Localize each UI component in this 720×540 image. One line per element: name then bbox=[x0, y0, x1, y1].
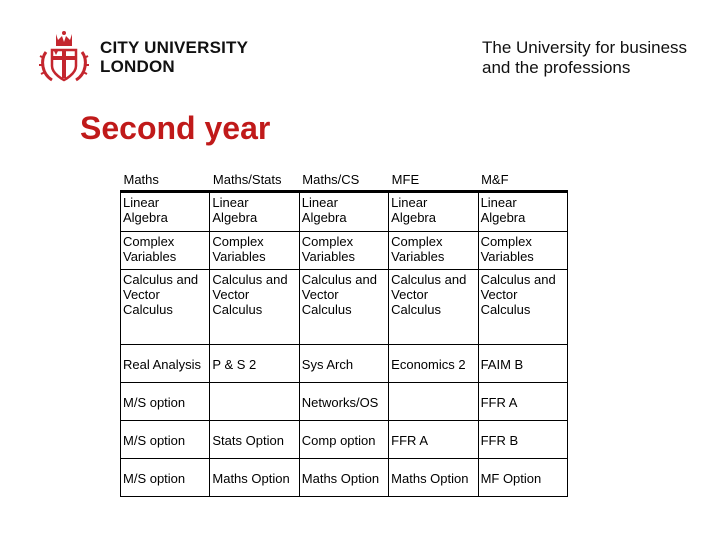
table-row bbox=[121, 421, 568, 459]
table-header-row bbox=[121, 170, 568, 192]
table-cell: Economics 2 bbox=[389, 345, 478, 383]
logo-line-2: LONDON bbox=[100, 57, 175, 76]
table-cell: Complex Variables bbox=[478, 232, 567, 270]
table-cell: Calculus and Vector Calculus bbox=[478, 270, 567, 345]
table-cell: Networks/OS bbox=[299, 383, 388, 421]
table-cell: Linear Algebra bbox=[210, 192, 299, 232]
table-row bbox=[121, 383, 568, 421]
table-cell: Complex Variables bbox=[121, 232, 210, 270]
table-cell: Comp option bbox=[299, 421, 388, 459]
column-header: MFE bbox=[389, 170, 478, 192]
logo-line-1: CITY UNIVERSITY bbox=[100, 38, 249, 57]
table-row bbox=[121, 345, 568, 383]
header bbox=[0, 0, 720, 95]
table-cell: Calculus and Vector Calculus bbox=[299, 270, 388, 345]
table-row bbox=[121, 192, 568, 232]
table-cell: Linear Algebra bbox=[121, 192, 210, 232]
table-row bbox=[121, 270, 568, 345]
table-cell: Linear Algebra bbox=[478, 192, 567, 232]
table-cell: Maths Option bbox=[389, 459, 478, 497]
table-cell: FFR B bbox=[478, 421, 567, 459]
table-cell: Calculus and Vector Calculus bbox=[389, 270, 478, 345]
city-university-crest-icon bbox=[38, 30, 90, 82]
table-cell: FAIM B bbox=[478, 345, 567, 383]
table-cell: Real Analysis bbox=[121, 345, 210, 383]
column-header: Maths/Stats bbox=[210, 170, 299, 192]
table-cell: Calculus and Vector Calculus bbox=[210, 270, 299, 345]
table-cell: Calculus and Vector Calculus bbox=[121, 270, 210, 345]
table-cell: Maths Option bbox=[210, 459, 299, 497]
module-table bbox=[120, 170, 568, 497]
table-row bbox=[121, 232, 568, 270]
table-cell: M/S option bbox=[121, 383, 210, 421]
table-cell bbox=[389, 383, 478, 421]
table-cell: MF Option bbox=[478, 459, 567, 497]
table-cell: Linear Algebra bbox=[299, 192, 388, 232]
table-cell: Linear Algebra bbox=[389, 192, 478, 232]
table-cell: FFR A bbox=[389, 421, 478, 459]
table-cell: Stats Option bbox=[210, 421, 299, 459]
column-header: M&F bbox=[478, 170, 567, 192]
table-cell: Complex Variables bbox=[210, 232, 299, 270]
tagline-line-1: The University for business bbox=[482, 38, 688, 57]
page-title: Second year bbox=[80, 110, 271, 146]
table-cell: M/S option bbox=[121, 421, 210, 459]
table-cell: M/S option bbox=[121, 459, 210, 497]
tagline bbox=[482, 38, 687, 78]
table-cell: P & S 2 bbox=[210, 345, 299, 383]
table-cell: Complex Variables bbox=[299, 232, 388, 270]
column-header: Maths/CS bbox=[299, 170, 388, 192]
university-logo-text bbox=[100, 38, 248, 76]
table-cell: Complex Variables bbox=[389, 232, 478, 270]
column-header: Maths bbox=[121, 170, 210, 192]
table-cell: Sys Arch bbox=[299, 345, 388, 383]
table-cell bbox=[210, 383, 299, 421]
table-cell: Maths Option bbox=[299, 459, 388, 497]
table-cell: FFR A bbox=[478, 383, 567, 421]
tagline-line-2: and the professions bbox=[482, 58, 631, 77]
table-row bbox=[121, 459, 568, 497]
